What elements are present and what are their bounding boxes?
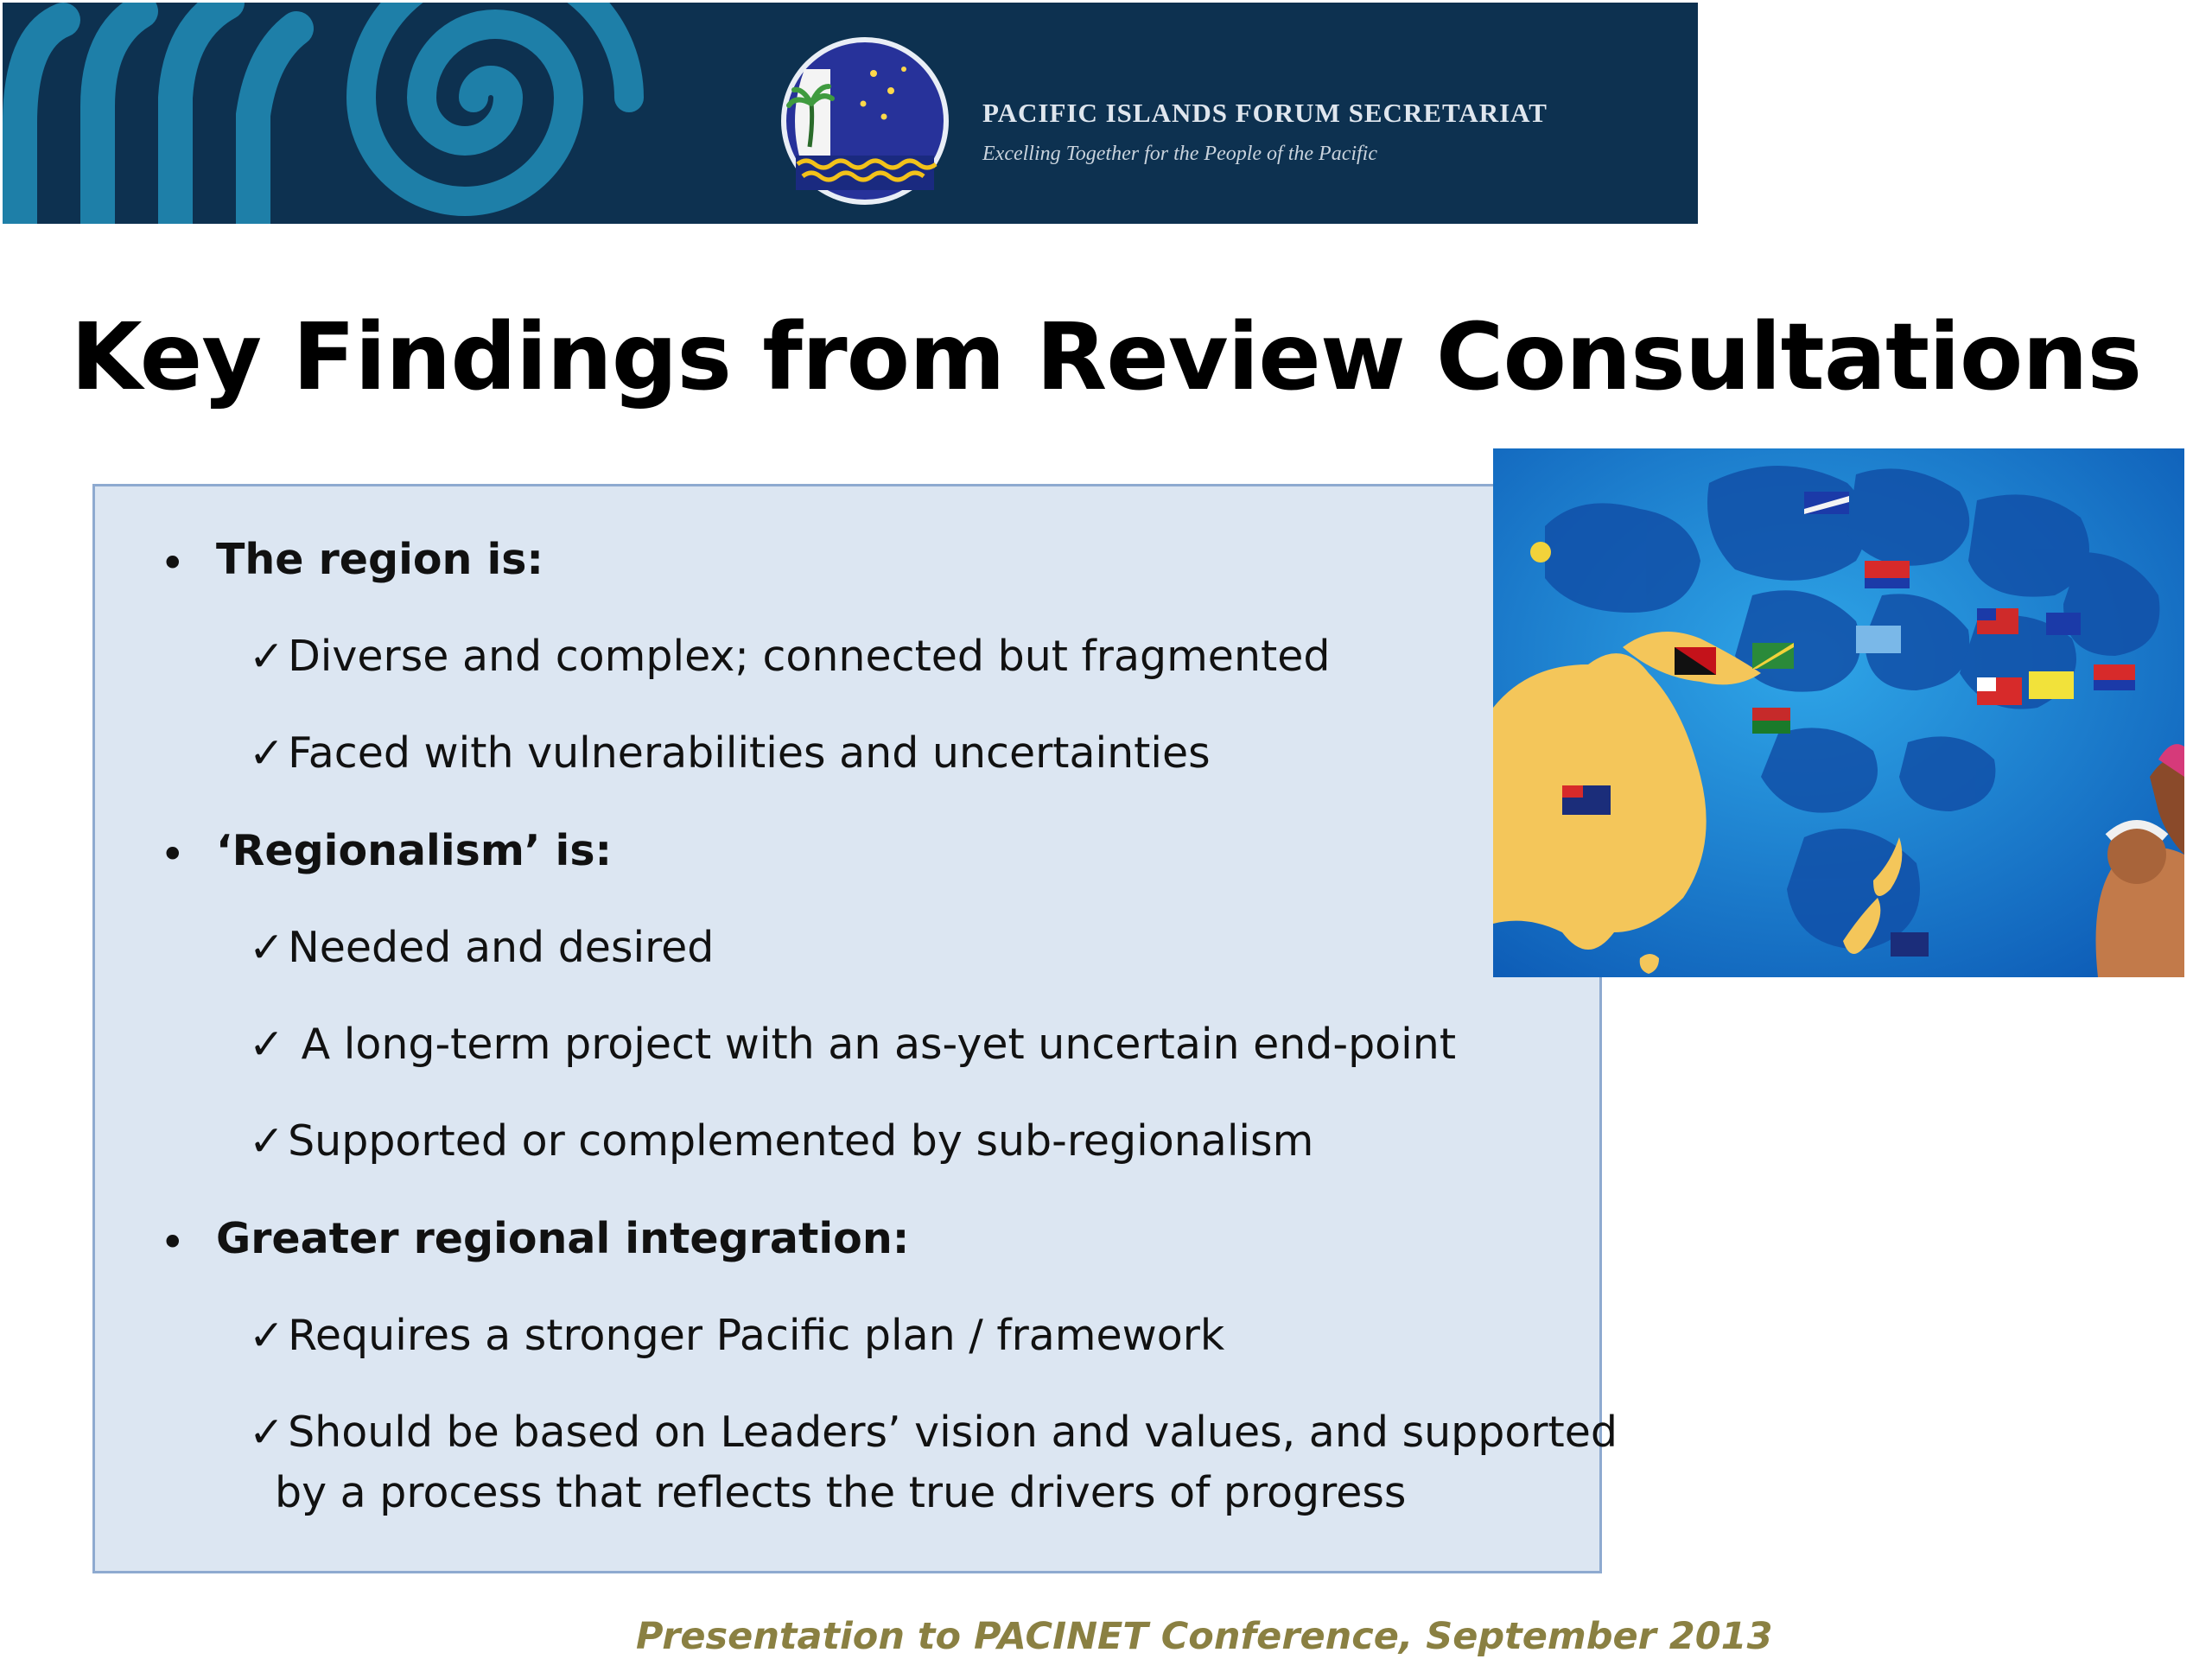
section-heading-region: The region is: [216,535,544,584]
org-motto: Excelling Together for the People of the Pacific [982,143,1377,165]
footer-caption: Presentation to PACINET Conference, September 2013 [636,1615,1773,1658]
checkmark-icon: ✓ [249,632,285,681]
list-item: ✓Supported or complemented by sub-regionalism [249,1116,1314,1166]
checkmark-icon: ✓ [249,1311,285,1360]
checkmark-icon: ✓ [249,1408,285,1457]
checkmark-icon: ✓ [249,1020,285,1069]
bullet-icon: • [160,1217,186,1268]
list-item: ✓Diverse and complex; connected but fragmented [249,632,1331,681]
section-heading-integration: Greater regional integration: [216,1214,910,1263]
list-item: ✓Needed and desired [249,923,715,972]
list-item: ✓Requires a stronger Pacific plan / framework [249,1311,1225,1360]
list-item-continuation: by a process that reflects the true drivers of progress [275,1468,1407,1517]
org-name: PACIFIC ISLANDS FORUM SECRETARIAT [982,98,1548,128]
forum-emblem-icon [779,35,951,207]
checkmark-icon: ✓ [249,1116,285,1166]
bullet-icon: • [160,538,186,588]
section-heading-regionalism: ‘Regionalism’ is: [216,826,613,875]
header-banner [3,3,1698,224]
list-item: ✓ A long-term project with an as-yet uncertain end-point [249,1020,1457,1069]
list-item: ✓Should be based on Leaders’ vision and values, and supported [249,1408,1618,1457]
slide-title: Key Findings from Review Consultations [70,304,2142,411]
pacific-map-image [1493,448,2184,977]
checkmark-icon: ✓ [249,923,285,972]
bullet-icon: • [160,830,186,880]
findings-box [92,484,1618,1573]
swirl-pattern-icon [3,3,677,224]
list-item: ✓Faced with vulnerabilities and uncertainties [249,728,1211,778]
checkmark-icon: ✓ [249,728,285,778]
